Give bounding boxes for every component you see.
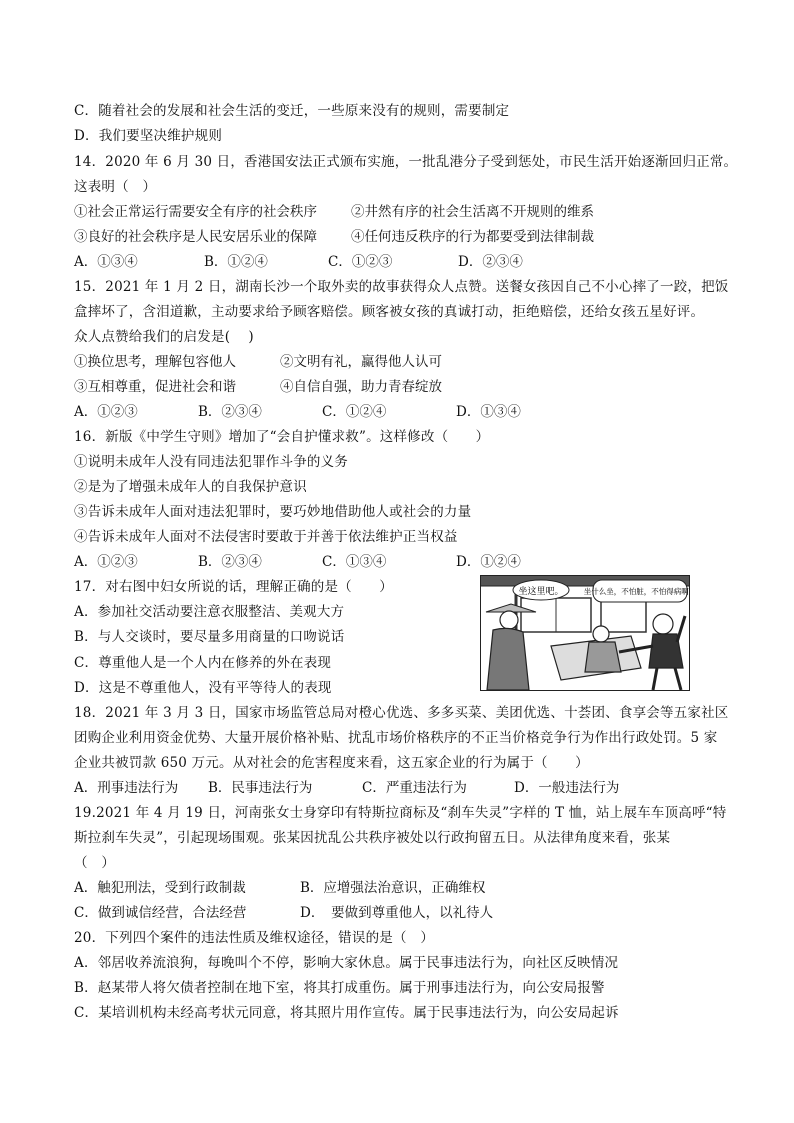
q19-stem-cont: 斯拉刹车失灵”，引起现场围观。张某因扰乱公共秩序被处以行政拘留五日。从法律角度来看，张某: [74, 830, 671, 846]
q20-choice-b: B．赵某带人将欠债者控制在地下室，将其打成重伤。属于刑事违法行为，向公安局报警: [74, 980, 605, 996]
q18-stem: 18．2021 年 3 月 3 日，国家市场监管总局对橙心优选、多多买菜、美团优选、十荟团、食享会等五家社区: [74, 705, 729, 721]
q17-cartoon: [480, 575, 690, 691]
q19-choice-d: D． 要做到尊重他人，以礼待人: [300, 905, 494, 921]
q14-stem-cont: 这表明（ ）: [74, 179, 157, 195]
q14-statement-1: ①社会正常运行需要安全有序的社会秩序: [74, 204, 317, 220]
q15-statement-1: ①换位思考，理解包容他人: [74, 354, 236, 370]
q15-choice-c: C．①②④: [322, 404, 387, 420]
q16-choice-a: A．①②③: [74, 554, 138, 570]
q13-option-c: C．随着社会的发展和社会生活的变迁，一些原来没有的规则，需要制定: [74, 103, 510, 119]
q15-statement-4: ④自信自强，助力青春绽放: [280, 379, 442, 395]
q18-choice-d: D．一般违法行为: [514, 780, 620, 796]
q17-choice-c: C．尊重他人是一个人内在修养的外在表现: [74, 655, 332, 671]
q14-stem: 14．2020 年 6 月 30 日，香港国安法正式颁布实施，一批乱港分子受到惩处，市民生活开始逐渐回归正常。: [74, 154, 738, 170]
q20-choice-a: A．邻居收养流浪狗，每晚叫个不停，影响大家休息。属于民事违法行为，向社区反映情况: [74, 955, 619, 971]
q15-statement-3: ③互相尊重，促进社会和谐: [74, 379, 236, 395]
q17-choice-d: D．这是不尊重他人，没有平等待人的表现: [74, 680, 332, 696]
q16-choice-b: B．②③④: [198, 554, 262, 570]
q15-stem: 15．2021 年 1 月 2 日，湖南长沙一个取外卖的故事获得众人点赞。送餐女孩因自己不小心摔了一跤，把饭: [74, 279, 729, 295]
q17-choice-a: A．参加社交活动要注意衣服整洁、美观大方: [74, 604, 345, 620]
q20-stem: 20．下列四个案件的违法性质及维权途径，错误的是（ ）: [74, 930, 435, 946]
q15-statement-2: ②文明有礼，赢得他人认可: [280, 354, 442, 370]
q14-choice-b: B．①②④: [204, 254, 268, 270]
q15-choice-a: A．①②③: [74, 404, 138, 420]
bubble-right-text: 坐什么坐，不怕脏，不怕得病啊！: [583, 587, 689, 596]
q14-statement-4: ④任何违反秩序的行为都要受到法律制裁: [351, 229, 594, 245]
q16-statement-3: ③告诉未成年人面对违法犯罪时，要巧妙地借助他人或社会的力量: [74, 504, 472, 520]
q18-stem-cont: 团购企业利用资金优势、大量开展价格补贴、扰乱市场价格秩序的不正当价格竞争行为作出行政处罚。5 家: [74, 730, 718, 746]
q14-choice-c: C．①②③: [328, 254, 393, 270]
q16-choice-c: C．①③④: [322, 554, 387, 570]
q19-choice-b: B．应增强法治意识，正确维权: [300, 880, 486, 896]
q16-stem: 16．新版《中学生守则》增加了“会自护懂求救”。这样修改（ ）: [74, 429, 490, 445]
q18-choice-b: B．民事违法行为: [208, 780, 313, 796]
q15-choice-b: B．②③④: [198, 404, 262, 420]
q14-statement-2: ②井然有序的社会生活离不开规则的维系: [351, 204, 594, 220]
q19-stem-cont2: （ ）: [74, 855, 116, 871]
q18-choice-a: A．刑事违法行为: [74, 780, 179, 796]
q19-choice-a: A．触犯刑法，受到行政制裁: [74, 880, 246, 896]
q19-stem: 19.2021 年 4 月 19 日，河南张女士身穿印有特斯拉商标及“刹车失灵”字样的 T 恤，站上展车车顶高呼“特: [74, 805, 727, 821]
q18-stem-cont2: 企业共被罚款 650 万元。从对社会的危害程度来看，这五家企业的行为属于（ ）: [74, 755, 589, 771]
bubble-left-text: 坐这里吧。: [518, 587, 564, 597]
q19-choice-c: C．做到诚信经营，合法经营: [74, 905, 247, 921]
q15-stem-cont2: 众人点赞给我们的启发是( ): [74, 329, 254, 345]
q15-stem-cont: 盒摔坏了，含泪道歉，主动要求给予顾客赔偿。顾客被女孩的真诚打动，拒绝赔偿，还给女孩五星好评。: [74, 304, 705, 320]
q14-statement-3: ③良好的社会秩序是人民安居乐业的保障: [74, 229, 317, 245]
q16-statement-2: ②是为了增强未成年人的自我保护意识: [74, 479, 307, 495]
q16-statement-1: ①说明未成年人没有同违法犯罪作斗争的义务: [74, 454, 348, 470]
q15-choice-d: D．①③④: [456, 404, 521, 420]
q14-choice-d: D．②③④: [458, 254, 523, 270]
q20-choice-c: C．某培训机构未经高考状元同意，将其照片用作宣传。属于民事违法行为，向公安局起诉: [74, 1005, 619, 1021]
q13-option-d: D．我们要坚决维护规则: [74, 128, 223, 144]
q17-stem: 17．对右图中妇女所说的话，理解正确的是（ ）: [74, 579, 393, 595]
q16-choice-d: D．①②④: [456, 554, 521, 570]
q14-choice-a: A．①③④: [74, 254, 138, 270]
q17-choice-b: B．与人交谈时，要尽量多用商量的口吻说话: [74, 629, 345, 645]
q16-statement-4: ④告诉未成年人面对不法侵害时要敢于并善于依法维护正当权益: [74, 529, 458, 545]
q18-choice-c: C．严重违法行为: [362, 780, 467, 796]
